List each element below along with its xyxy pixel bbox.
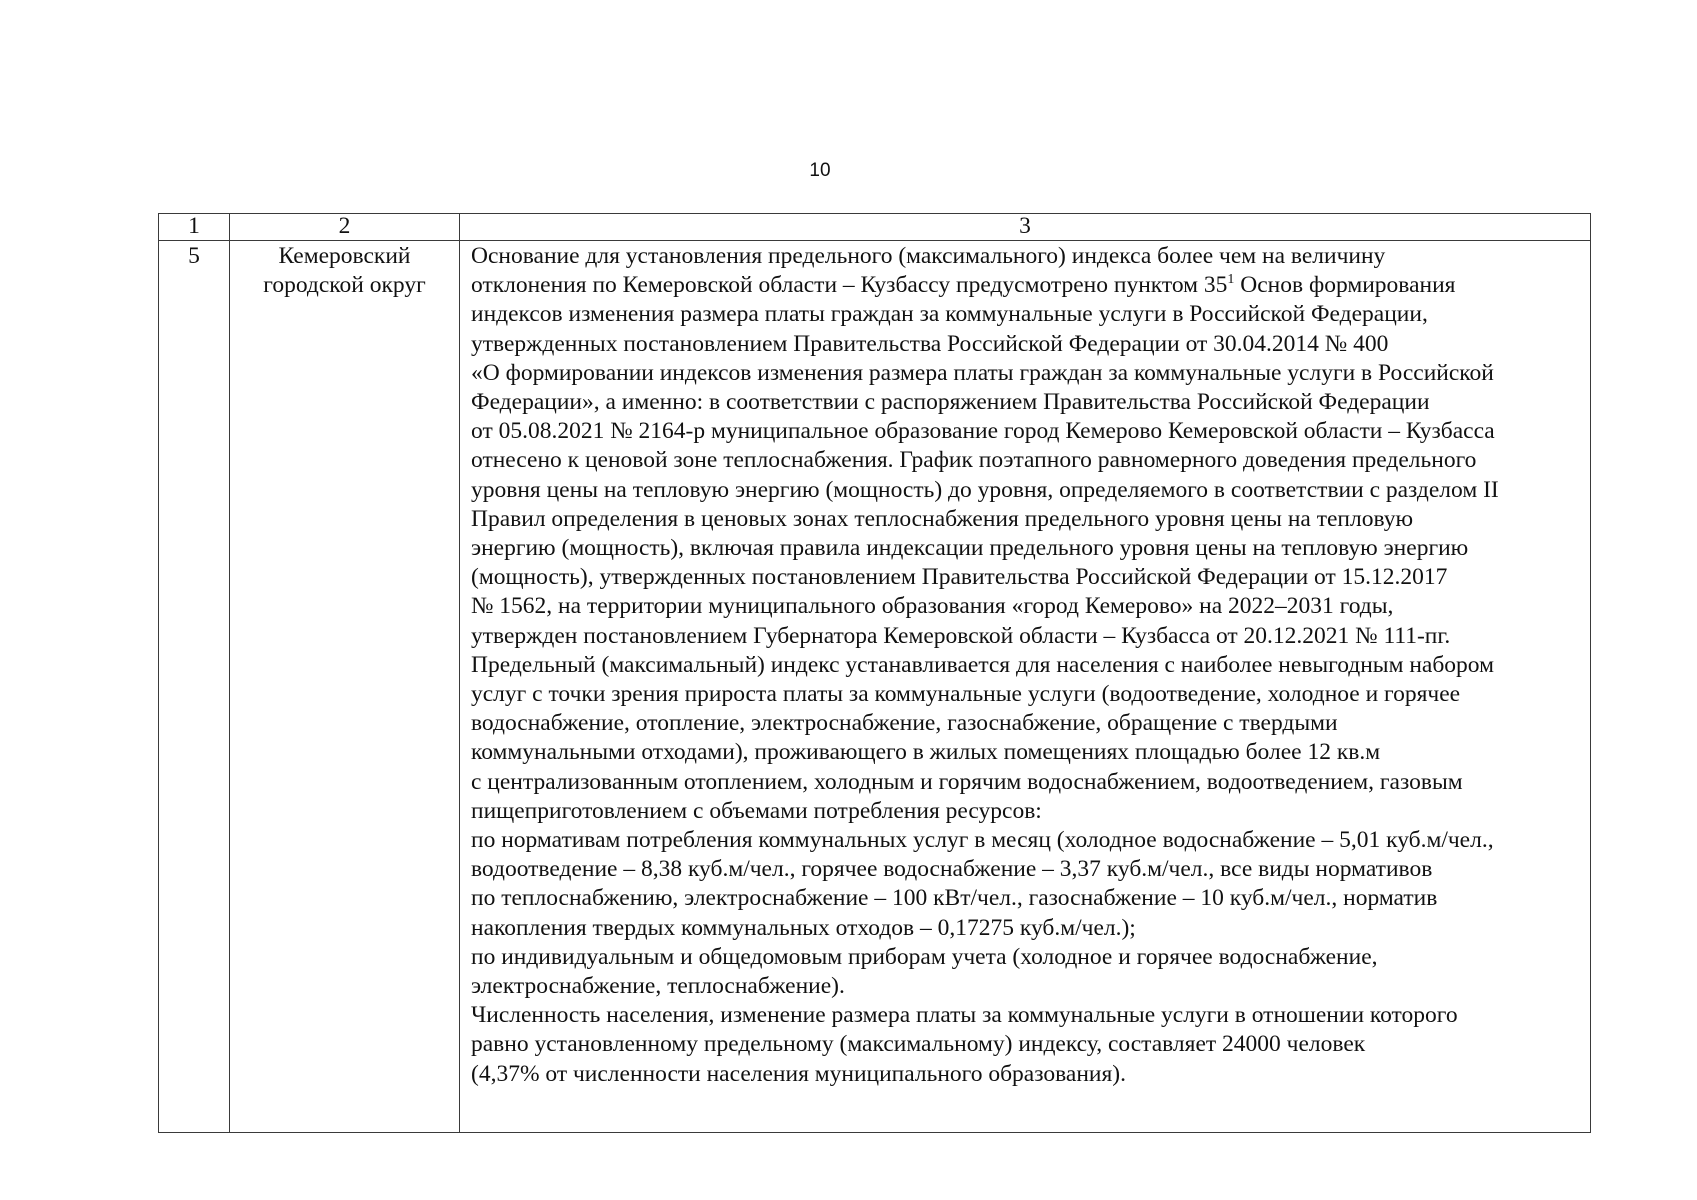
text-line: водоснабжение, отопление, электроснабжение, газоснабжение, обращение с твердыми xyxy=(471,710,1338,737)
text-line: «О формировании индексов изменения размера платы граждан за коммунальные услуги в Российской xyxy=(471,359,1494,386)
municipality-name-line: Кемеровский xyxy=(278,243,411,269)
row-index-cell: 5 xyxy=(159,241,230,1133)
text-line: водоотведение – 8,38 куб.м/чел., горячее водоснабжение – 3,37 куб.м/чел., все виды нормативов xyxy=(471,856,1433,883)
column-header-3: 3 xyxy=(460,214,1591,241)
text-line: утвержденных постановлением Правительства Российской Федерации от 30.04.2014 № 400 xyxy=(471,330,1389,357)
text-line-part: Основ формирования xyxy=(1234,272,1456,299)
text-line: Федерации», а именно: в соответствии с распоряжением Правительства Российской Федерации xyxy=(471,389,1430,416)
footnote-superscript: 1 xyxy=(1227,272,1235,288)
text-line: по индивидуальным и общедомовым приборам учета (холодное и горячее водоснабжение, xyxy=(471,943,1378,970)
text-line: Предельный (максимальный) индекс устанавливается для населения с наиболее невыгодным набором xyxy=(471,651,1494,678)
municipality-cell xyxy=(230,241,460,1133)
text-line-part: отклонения по Кемеровской области – Кузбассу предусмотрено пунктом 35 xyxy=(471,272,1228,299)
text-line: накопления твердых коммунальных отходов – 0,17275 куб.м/чел.); xyxy=(471,914,1136,941)
table-header-row xyxy=(159,214,1591,241)
text-line: электроснабжение, теплоснабжение). xyxy=(471,973,845,1000)
column-header-1: 1 xyxy=(159,214,230,241)
column-header-2: 2 xyxy=(230,214,460,241)
table-row xyxy=(159,241,1591,1133)
text-line: уровня цены на тепловую энергию (мощность) до уровня, определяемого в соответствии с разделом II xyxy=(471,476,1499,503)
text-line: отнесено к ценовой зоне теплоснабжения. График поэтапного равномерного доведения предельного xyxy=(471,447,1477,474)
text-line: (мощность), утвержденных постановлением Правительства Российской Федерации от 15.12.2017 xyxy=(471,564,1448,591)
justification-text-cell xyxy=(460,241,1591,1133)
text-line: от 05.08.2021 № 2164-р муниципальное образование город Кемерово Кемеровской области – Кузбасса xyxy=(471,418,1495,445)
text-line: по теплоснабжению, электроснабжение – 100 кВт/чел., газоснабжение – 10 куб.м/чел., норматив xyxy=(471,885,1438,912)
data-table xyxy=(158,213,1591,1133)
text-line: № 1562, на территории муниципального образования «город Кемерово» на 2022–2031 годы, xyxy=(471,593,1394,620)
text-line: по нормативам потребления коммунальных услуг в месяц (холодное водоснабжение – 5,01 куб.м/чел., xyxy=(471,827,1494,854)
text-line: с централизованным отоплением, холодным и горячим водоснабжением, водоотведением, газовым xyxy=(471,768,1463,795)
text-line: энергию (мощность), включая правила индексации предельного уровня цены на тепловую энергию xyxy=(471,535,1469,562)
text-line: равно установленному предельному (максимальному) индексу, составляет 24000 человек xyxy=(471,1031,1366,1058)
text-line: Численность населения, изменение размера платы за коммунальные услуги в отношении которого xyxy=(471,1002,1458,1029)
text-line: Правил определения в ценовых зонах теплоснабжения предельного уровня цены на тепловую xyxy=(471,505,1414,532)
text-line: услуг с точки зрения прироста платы за коммунальные услуги (водоотведение, холодное и горячее xyxy=(471,681,1461,708)
page-number: 10 xyxy=(809,160,831,181)
text-line: коммунальными отходами), проживающего в жилых помещениях площадью более 12 кв.м xyxy=(471,739,1381,766)
text-line xyxy=(471,271,1582,300)
text-line: (4,37% от численности населения муниципального образования). xyxy=(471,1060,1127,1087)
text-line: пищеприготовлением с объемами потребления ресурсов: xyxy=(471,797,1042,824)
municipality-name-line: городской округ xyxy=(263,272,426,299)
text-line: Основание для установления предельного (максимального) индекса более чем на величину xyxy=(471,243,1386,269)
text-line: утвержден постановлением Губернатора Кемеровской области – Кузбасса от 20.12.2021 № 111-пг. xyxy=(471,622,1451,649)
text-line: индексов изменения размера платы граждан за коммунальные услуги в Российской Федерации, xyxy=(471,301,1428,328)
